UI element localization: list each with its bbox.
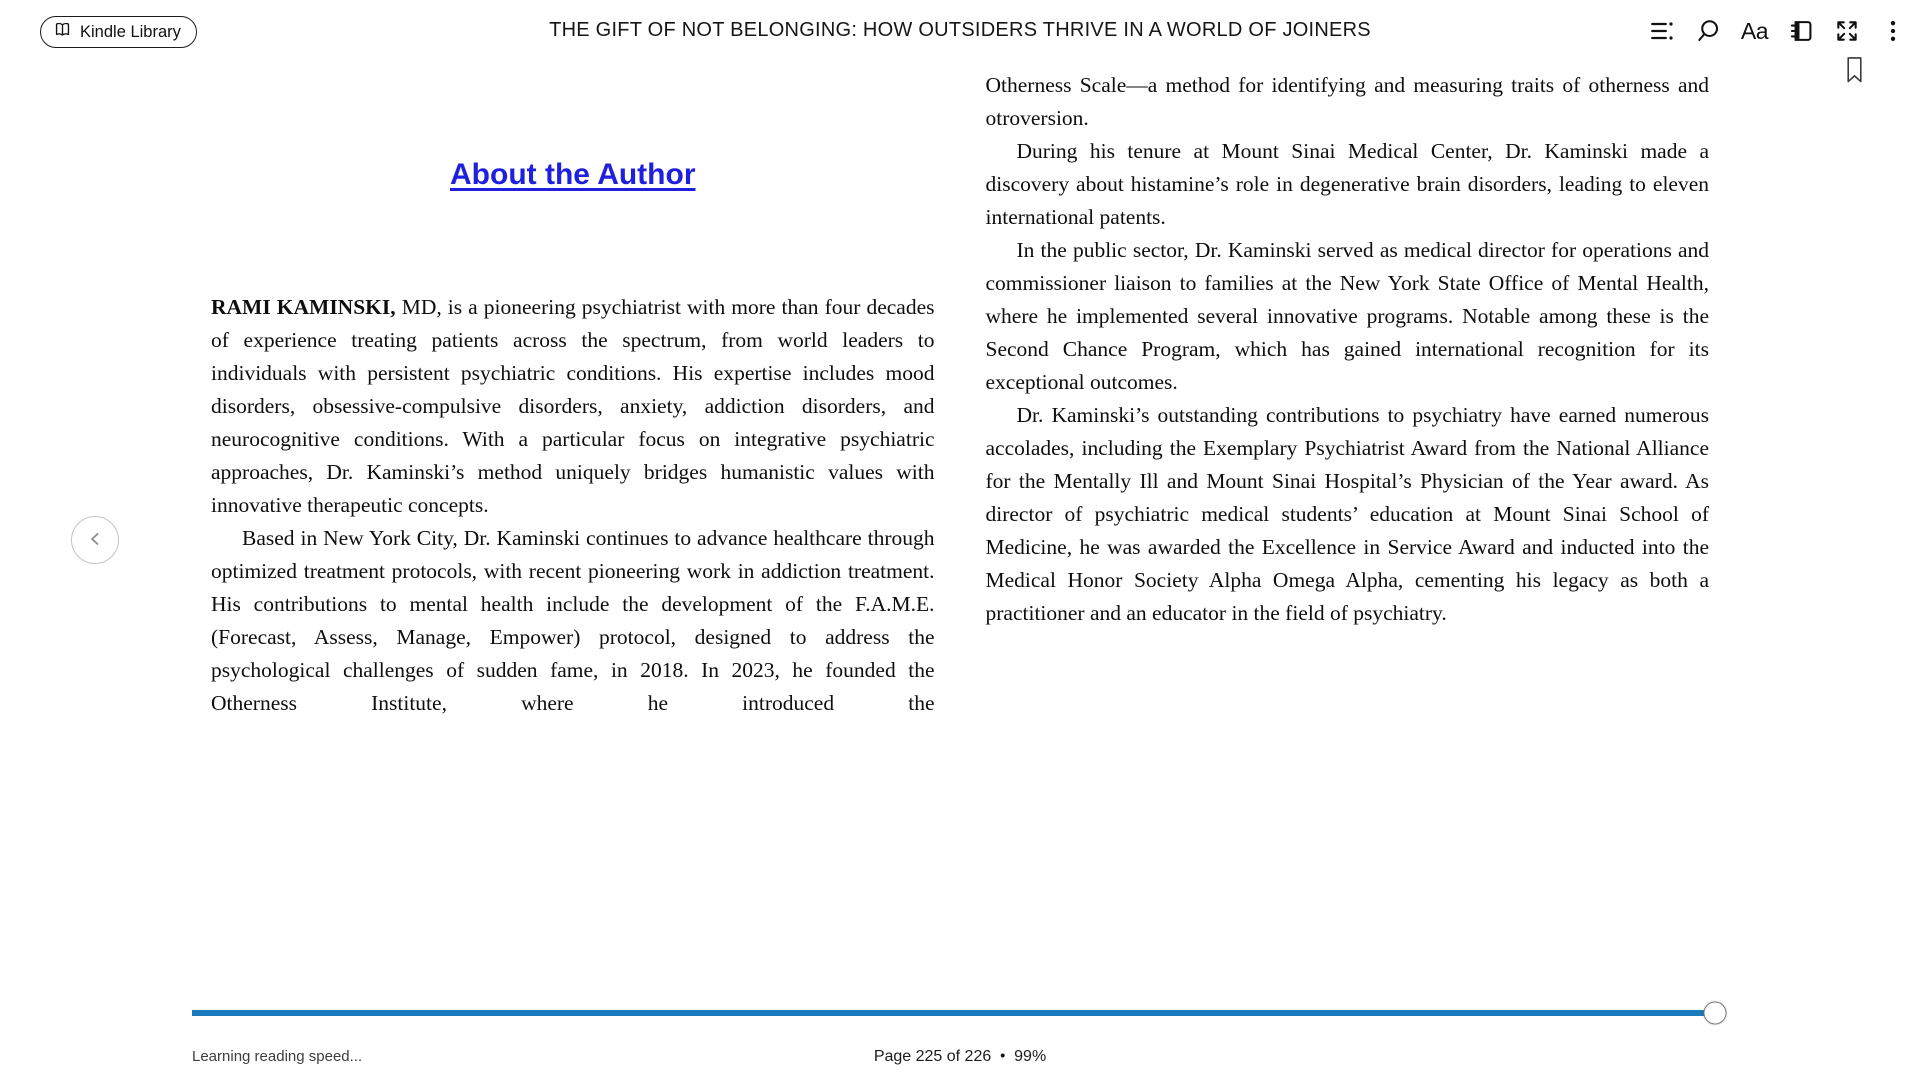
reading-speed-status: Learning reading speed...	[192, 1048, 363, 1065]
progress-fill	[192, 1010, 1715, 1016]
page-position-info	[0, 1047, 1920, 1066]
paragraph: Dr. Kaminski’s outstanding contributions to psychiatry have earned numerous accolades, including the Exemplary Psychiatrist Award from the National Alliance for the Mentally Ill and Mount Sinai Hospital’s Physician of the Year award. As director of psychiatric medical students’ education at Mount Sinai School of Medicine, he was awarded the Excellence in Service Award and inducted into the Medical Honor Society Alpha Omega Alpha, cementing his legacy as both a practitioner and an educator in the field of psychiatry.	[985, 403, 1709, 625]
fullscreen-icon[interactable]	[1833, 17, 1860, 45]
author-name-lead: RAMI KAMINSKI,	[211, 295, 396, 319]
left-column	[211, 62, 935, 720]
right-column	[986, 62, 1710, 720]
kindle-library-label: Kindle Library	[80, 22, 181, 41]
paragraph: During his tenure at Mount Sinai Medical Center, Dr. Kaminski made a discovery about histamine’s role in degenerative brain disorders, leading to eleven international patents.	[985, 139, 1709, 229]
page-layout-icon[interactable]	[1787, 17, 1814, 45]
progress-slider-handle[interactable]	[1703, 1002, 1726, 1025]
bookmark-icon[interactable]	[1844, 56, 1865, 89]
toc-icon[interactable]	[1649, 17, 1676, 45]
top-toolbar-icons	[1649, 17, 1906, 45]
more-options-icon[interactable]	[1879, 17, 1906, 45]
paragraph	[211, 291, 935, 522]
paragraph: In the public sector, Dr. Kaminski served as medical director for operations and commissioner liaison to families at the New York State Office of Mental Health, where he implemented several innovative programs. Notable among these is the Second Chance Program, which has gained international recognition for its exceptional outcomes.	[985, 238, 1709, 394]
font-settings-label: Aa	[1740, 17, 1768, 44]
bullet-separator: •	[1000, 1047, 1006, 1063]
reading-progress-slider[interactable]	[192, 1010, 1730, 1016]
top-bar	[0, 0, 1920, 62]
percent-read: 99%	[1014, 1048, 1047, 1065]
font-settings-icon[interactable]	[1741, 17, 1768, 45]
paragraph-text: MD, is a pioneering psychiatrist with more than four decades of experience treating patients across the spectrum, from world leaders to individuals with persistent psychiatric conditions. His expertise includes mood disorders, obsessive-compulsive disorders, anxiety, addiction disorders, and neurocognitive conditions. With a particular focus on integrative psychiatric approaches, Dr. Kaminski’s method uniquely bridges humanistic values with innovative therapeutic concepts.	[211, 295, 935, 517]
chapter-heading[interactable]: About the Author	[450, 158, 696, 191]
book-title: THE GIFT OF NOT BELONGING: HOW OUTSIDERS THRIVE IN A WORLD OF JOINERS	[549, 19, 1371, 41]
paragraph: Based in New York City, Dr. Kaminski continues to advance healthcare through optimized treatment protocols, with recent pioneering work in addiction treatment. His contributions to mental health include the development of the F.A.M.E. (Forecast, Assess, Manage, Empower) protocol, designed to address the psychological challenges of sudden fame, in 2018. In 2023, he founded the Otherness Institute, where he introduced the	[211, 526, 935, 715]
reading-area	[211, 62, 1709, 720]
search-icon[interactable]	[1695, 17, 1722, 45]
paragraph: Otherness Scale—a method for identifying and measuring traits of otherness and otroversion.	[985, 73, 1709, 130]
previous-page-button[interactable]	[71, 516, 119, 564]
page-info: Page 225 of 226	[873, 1048, 992, 1065]
chevron-left-icon	[82, 526, 108, 555]
